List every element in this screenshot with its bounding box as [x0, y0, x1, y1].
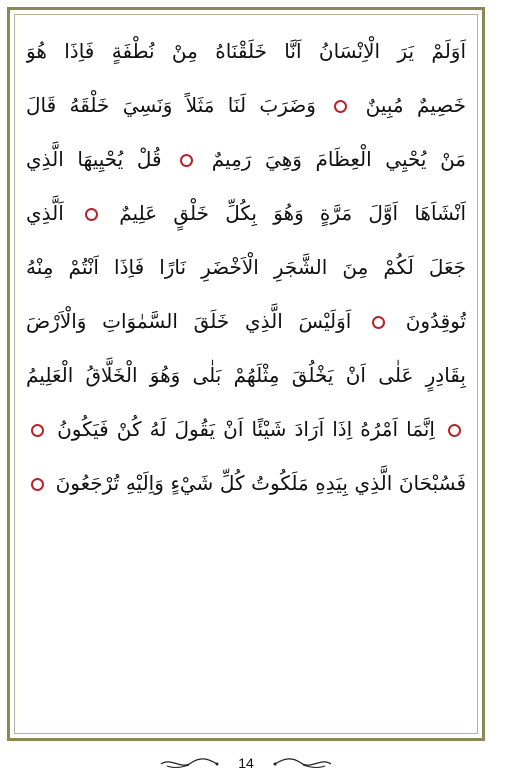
- verse-text: اَلَّذِي: [26, 201, 64, 225]
- verse-line-8: [26, 402, 466, 456]
- flourish-ornament-icon: [273, 755, 333, 771]
- verse-text: بِقَادِرٍ عَلٰى اَنْ يَخْلُقَ مِثْلَهُمْ بَلٰى وَهُوَ الْخَلَّاقُ الْعَلِيمُ: [26, 363, 466, 387]
- page-number: 14: [238, 755, 254, 771]
- page-footer: [0, 752, 492, 774]
- verse-line-3: [26, 132, 466, 186]
- verse-text: فَسُبْحَانَ الَّذِي بِيَدِهِ مَلَكُوتُ كُلِّ شَيْءٍ وَاِلَيْهِ تُرْجَعُونَ: [55, 471, 466, 495]
- verse-line-7: [26, 348, 466, 402]
- ayah-end-circle-icon: [85, 208, 98, 221]
- verse-line-6: [26, 294, 466, 348]
- verse-text: قُلْ يُحْيِيهَا الَّذِي: [26, 147, 162, 171]
- ayah-end-circle-icon: [448, 424, 461, 437]
- verse-line-2: [26, 78, 466, 132]
- verse-text: اِنَّمَا اَمْرُهُ اِذَا اَرَادَ شَيْئًا اَنْ يَقُولَ لَهُ كُنْ فَيَكُونُ: [57, 417, 435, 441]
- verse-text: اَوَلَيْسَ الَّذِي خَلَقَ السَّمٰوَاتِ وَالْاَرْضَ: [26, 309, 352, 333]
- ayah-end-circle-icon: [334, 100, 347, 113]
- verse-text: جَعَلَ لَكُمْ مِنَ الشَّجَرِ الْاَخْضَرِ نَارًا فَاِذَا اَنْتُمْ مِنْهُ: [26, 255, 466, 279]
- ayah-end-circle-icon: [180, 154, 193, 167]
- ayah-end-circle-icon: [372, 316, 385, 329]
- verse-text: اَوَلَمْ يَرَ الْاِنْسَانُ اَنَّا خَلَقْنَاهُ مِنْ نُطْفَةٍ فَاِذَا هُوَ: [26, 39, 466, 63]
- verse-line-9: [26, 456, 466, 510]
- verse-text: وَضَرَبَ لَنَا مَثَلاً وَنَسِيَ خَلْقَهُ قَالَ: [26, 93, 316, 117]
- verse-text: تُوقِدُونَ: [405, 309, 466, 333]
- verse-line-4: [26, 186, 466, 240]
- verse-text-block: [26, 24, 466, 495]
- verse-line-5: [26, 240, 466, 294]
- ayah-end-circle-icon: [31, 478, 44, 491]
- verse-text: مَنْ يُحْيِي الْعِظَامَ وَهِيَ رَمِيمٌ: [211, 147, 466, 171]
- verse-line-1: [26, 24, 466, 78]
- verse-text: اَنْشَاَهَا اَوَّلَ مَرَّةٍ وَهُوَ بِكُلِّ خَلْقٍ عَلِيمٌ: [119, 201, 466, 225]
- verse-text: خَصِيمٌ مُبِينٌ: [365, 93, 466, 117]
- flourish-ornament-icon: [159, 755, 219, 771]
- ayah-end-circle-icon: [31, 424, 44, 437]
